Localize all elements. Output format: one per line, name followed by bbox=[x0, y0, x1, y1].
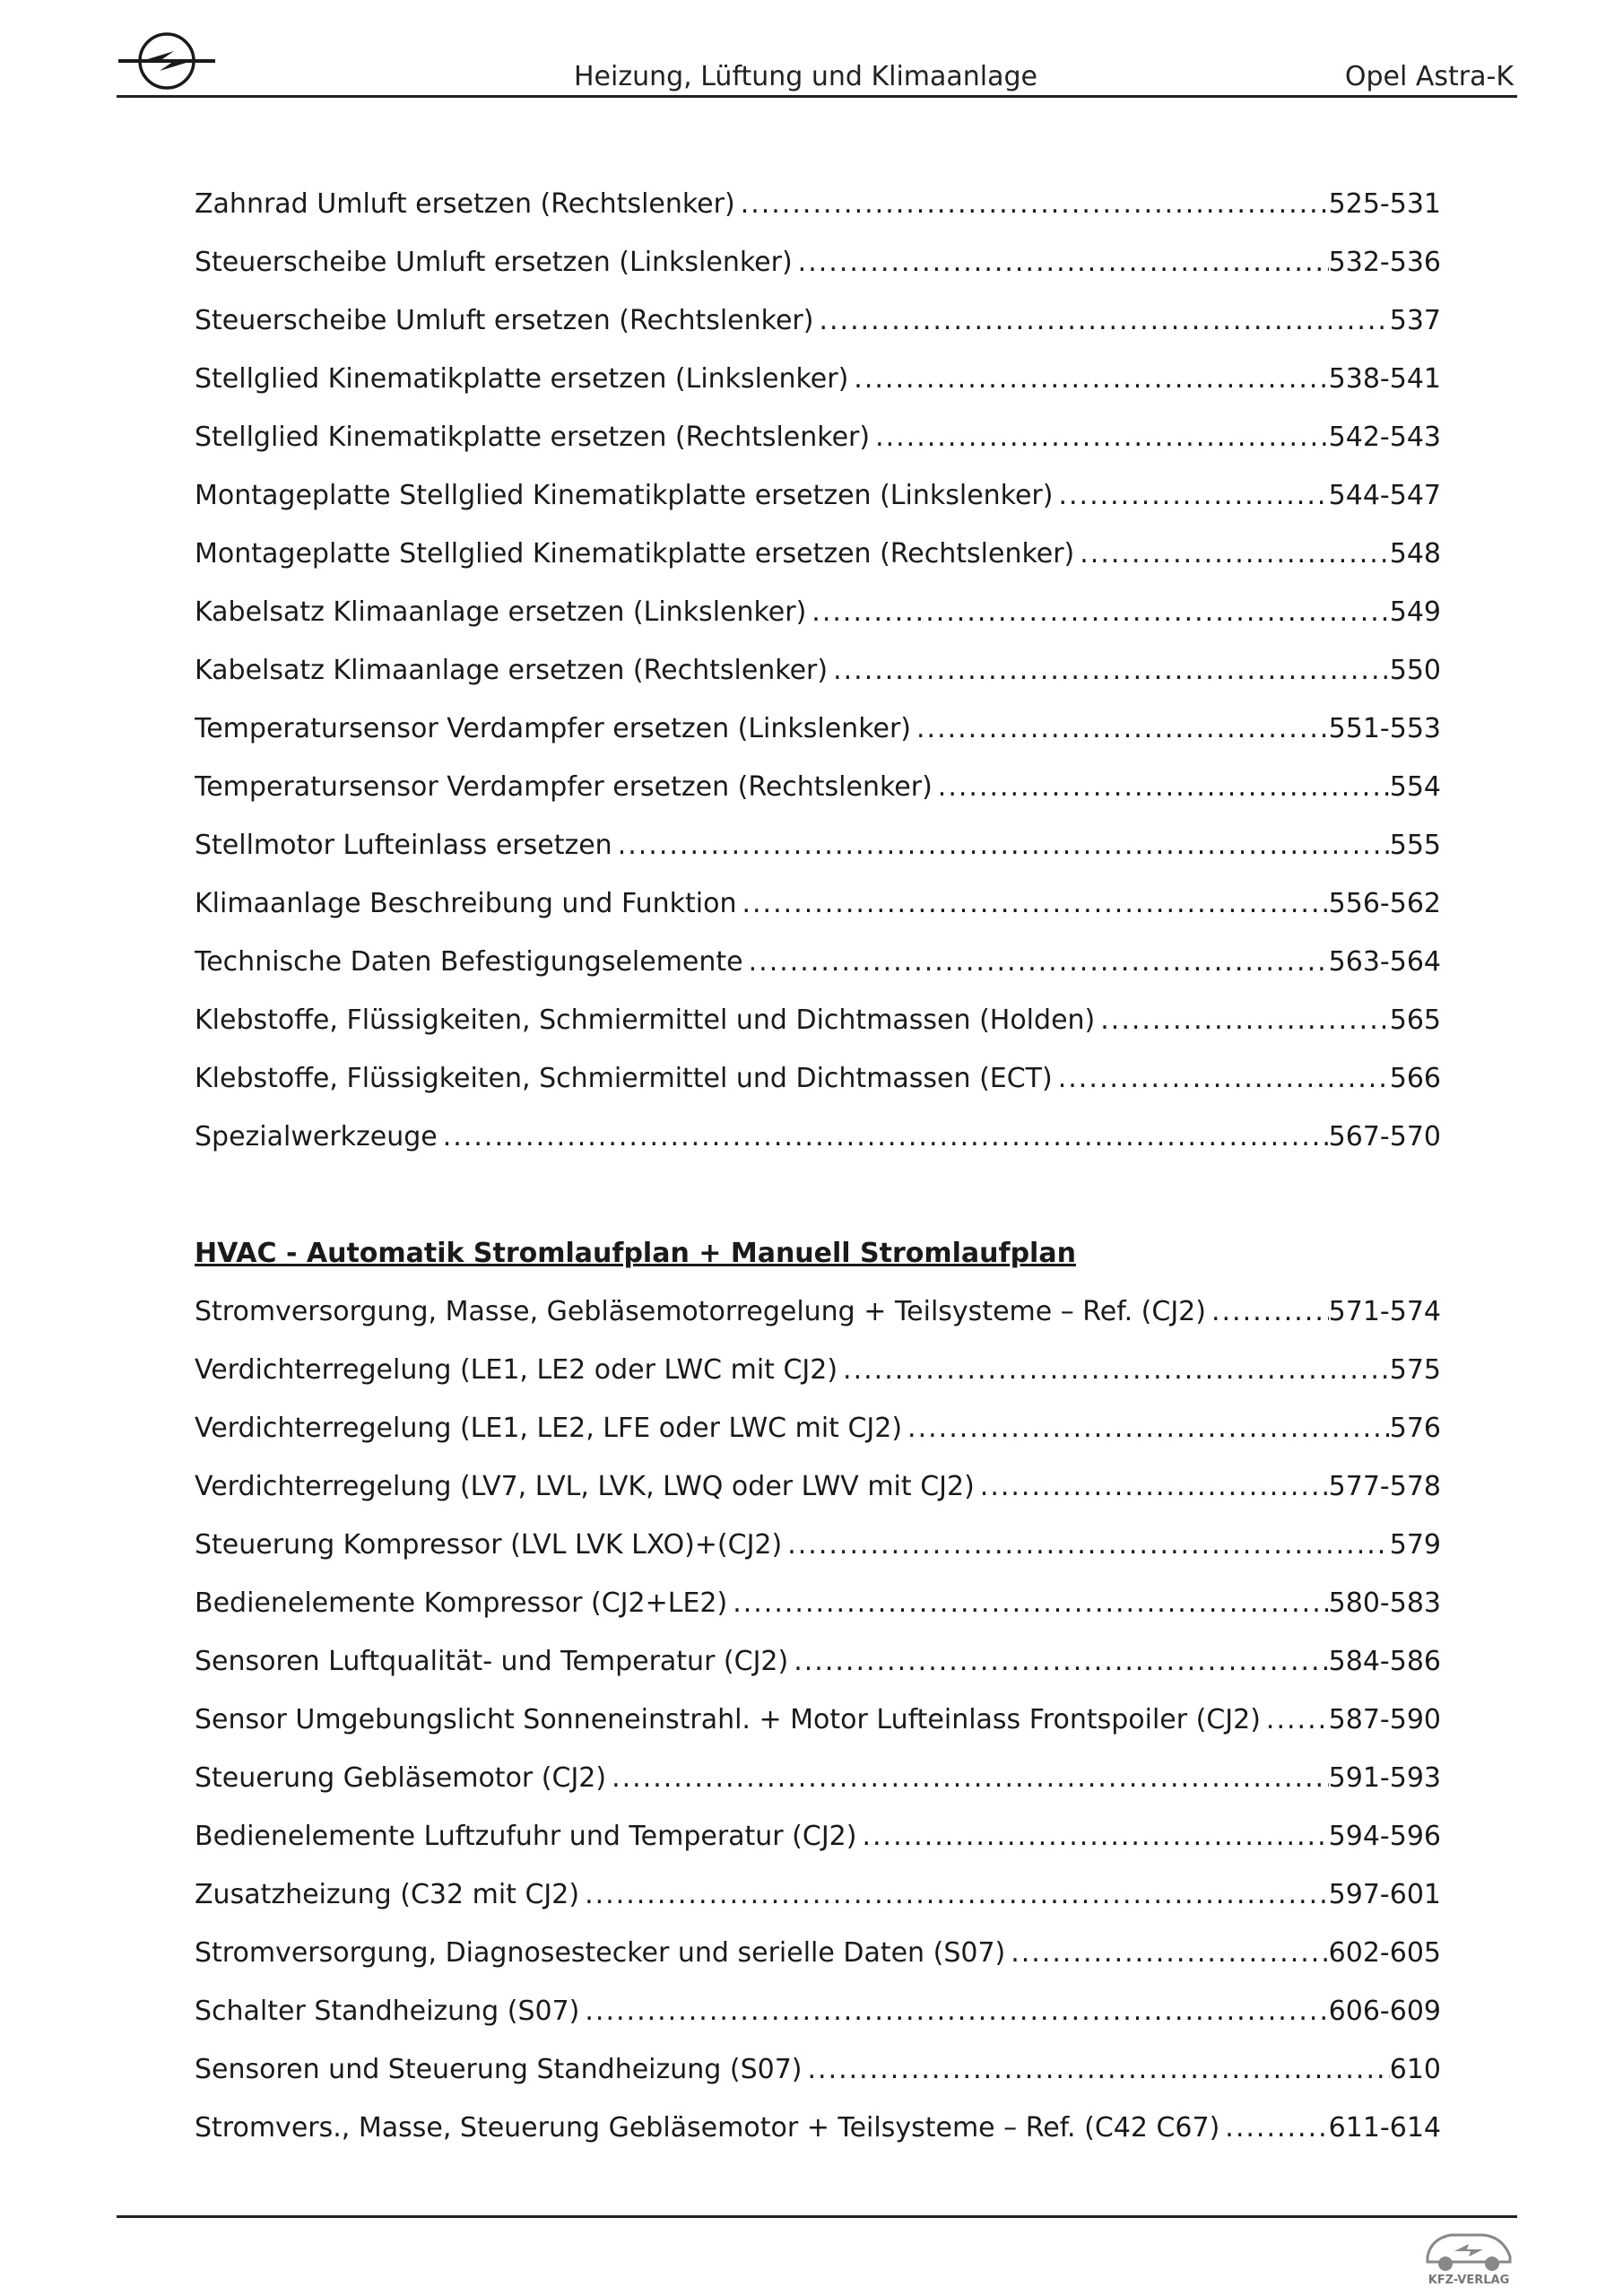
toc-dot-leader bbox=[902, 1413, 1390, 1444]
toc-entry-pages: 538-541 bbox=[1328, 363, 1441, 395]
toc-entry-title: Sensor Umgebungslicht Sonneneinstrahl. + Motor Lufteinlass Frontspoiler (CJ2) bbox=[195, 1704, 1261, 1735]
toc-dot-leader bbox=[1219, 2112, 1328, 2144]
toc-entry bbox=[195, 888, 1441, 946]
toc-dot-leader bbox=[606, 1762, 1329, 1794]
toc-entry bbox=[195, 480, 1441, 538]
vehicle-model: Opel Astra-K bbox=[1344, 61, 1514, 92]
opel-blitz-logo-icon bbox=[115, 25, 219, 97]
toc-dot-leader bbox=[1074, 538, 1389, 570]
toc-entry-pages: 565 bbox=[1389, 1004, 1441, 1036]
toc-entry bbox=[195, 1529, 1441, 1587]
footer-divider bbox=[117, 2215, 1517, 2218]
toc-dot-leader bbox=[828, 655, 1390, 686]
toc-entry-title: Stellglied Kinematikplatte ersetzen (Linkslenker) bbox=[195, 363, 849, 395]
toc-dot-leader bbox=[743, 946, 1329, 978]
toc-entry-pages: 611-614 bbox=[1328, 2112, 1441, 2144]
toc-dot-leader bbox=[1095, 1004, 1389, 1036]
toc-dot-leader bbox=[612, 830, 1390, 861]
toc-dot-leader bbox=[727, 1587, 1328, 1619]
toc-entry-pages: 525-531 bbox=[1328, 188, 1441, 220]
toc-dot-leader bbox=[856, 1821, 1328, 1852]
toc-entry-pages: 563-564 bbox=[1328, 946, 1441, 978]
toc-entry bbox=[195, 1471, 1441, 1529]
toc-entry bbox=[195, 247, 1441, 305]
toc-entry-pages: 594-596 bbox=[1328, 1821, 1441, 1852]
toc-entry-pages: 580-583 bbox=[1328, 1587, 1441, 1619]
toc-dot-leader bbox=[933, 771, 1390, 803]
toc-entry-pages: 549 bbox=[1389, 596, 1441, 628]
toc-entry-pages: 610 bbox=[1389, 2054, 1441, 2085]
toc-entry-title: Stellmotor Lufteinlass ersetzen bbox=[195, 830, 612, 861]
toc-dot-leader bbox=[870, 422, 1329, 453]
toc-dot-leader bbox=[579, 1879, 1329, 1910]
toc-entry bbox=[195, 655, 1441, 713]
toc-entry bbox=[195, 1821, 1441, 1879]
toc-dot-leader bbox=[1005, 1937, 1328, 1969]
toc-entry bbox=[195, 1121, 1441, 1179]
toc-entry-title: Stromversorgung, Masse, Gebläsemotorregelung + Teilsysteme – Ref. (CJ2) bbox=[195, 1296, 1206, 1327]
toc-entry-title: Kabelsatz Klimaanlage ersetzen (Rechtslenker) bbox=[195, 655, 829, 686]
toc-entry-title: Zusatzheizung (C32 mit CJ2) bbox=[195, 1879, 580, 1910]
toc-entry-pages: 556-562 bbox=[1328, 888, 1441, 919]
toc-entry bbox=[195, 1646, 1441, 1704]
toc-entry-title: Kabelsatz Klimaanlage ersetzen (Linkslenker) bbox=[195, 596, 807, 628]
toc-dot-leader bbox=[911, 713, 1329, 744]
toc-entry-pages: 597-601 bbox=[1328, 1879, 1441, 1910]
toc-entry-pages: 587-590 bbox=[1328, 1704, 1441, 1735]
toc-entry bbox=[195, 1296, 1441, 1354]
toc-dot-leader bbox=[1261, 1704, 1329, 1735]
toc-entry-title: Technische Daten Befestigungselemente bbox=[195, 946, 743, 978]
toc-entry-pages: 537 bbox=[1389, 305, 1441, 336]
toc-entry bbox=[195, 713, 1441, 771]
toc-entry-pages: 575 bbox=[1389, 1354, 1441, 1386]
toc-entry bbox=[195, 188, 1441, 247]
toc-entry-pages: 542-543 bbox=[1328, 422, 1441, 453]
toc-entry-pages: 576 bbox=[1389, 1413, 1441, 1444]
toc-entry-pages: 551-553 bbox=[1328, 713, 1441, 744]
toc-dot-leader bbox=[975, 1471, 1329, 1502]
toc-list-part1 bbox=[195, 188, 1441, 1179]
toc-entry bbox=[195, 1354, 1441, 1413]
toc-entry bbox=[195, 2112, 1441, 2170]
toc-entry-title: Montageplatte Stellglied Kinematikplatte ersetzen (Rechtslenker) bbox=[195, 538, 1075, 570]
toc-list-part2 bbox=[195, 1296, 1441, 2170]
toc-entry-pages: 554 bbox=[1389, 771, 1441, 803]
toc-entry-pages: 606-609 bbox=[1328, 1996, 1441, 2027]
toc-entry-title: Klebstoffe, Flüssigkeiten, Schmiermittel und Dichtmassen (ECT) bbox=[195, 1063, 1053, 1094]
toc-dot-leader bbox=[1053, 480, 1328, 511]
toc-dot-leader bbox=[1053, 1063, 1390, 1094]
toc-entry bbox=[195, 2054, 1441, 2112]
toc-entry bbox=[195, 1937, 1441, 1996]
section-heading: HVAC - Automatik Stromlaufplan + Manuell Stromlaufplan bbox=[195, 1238, 1076, 1269]
toc-entry bbox=[195, 538, 1441, 596]
toc-entry-title: Sensoren Luftqualität- und Temperatur (CJ2) bbox=[195, 1646, 789, 1677]
toc-dot-leader bbox=[1206, 1296, 1329, 1327]
toc-dot-leader bbox=[803, 2054, 1390, 2085]
toc-dot-leader bbox=[838, 1354, 1390, 1386]
toc-entry-title: Spezialwerkzeuge bbox=[195, 1121, 438, 1152]
toc-entry-title: Klimaanlage Beschreibung und Funktion bbox=[195, 888, 737, 919]
toc-entry bbox=[195, 1879, 1441, 1937]
toc-entry-pages: 550 bbox=[1389, 655, 1441, 686]
toc-dot-leader bbox=[438, 1121, 1329, 1152]
toc-dot-leader bbox=[579, 1996, 1328, 2027]
toc-entry-pages: 548 bbox=[1389, 538, 1441, 570]
toc-entry-title: Steuerscheibe Umluft ersetzen (Linkslenker) bbox=[195, 247, 793, 278]
toc-entry-title: Stromvers., Masse, Steuerung Gebläsemotor + Teilsysteme – Ref. (C42 C67) bbox=[195, 2112, 1220, 2144]
toc-entry-title: Steuerung Kompressor (LVL LVK LXO)+(CJ2) bbox=[195, 1529, 783, 1561]
toc-entry-pages: 584-586 bbox=[1328, 1646, 1441, 1677]
header-divider bbox=[117, 95, 1517, 98]
toc-entry-title: Temperatursensor Verdampfer ersetzen (Rechtslenker) bbox=[195, 771, 933, 803]
toc-entry bbox=[195, 1063, 1441, 1121]
section-spacer bbox=[195, 1179, 1441, 1238]
toc-entry-title: Bedienelemente Luftzufuhr und Temperatur (CJ2) bbox=[195, 1821, 857, 1852]
toc-entry-pages: 567-570 bbox=[1328, 1121, 1441, 1152]
toc-entry-pages: 591-593 bbox=[1328, 1762, 1441, 1794]
toc-entry-title: Stromversorgung, Diagnosestecker und serielle Daten (S07) bbox=[195, 1937, 1006, 1969]
toc-entry bbox=[195, 305, 1441, 363]
toc-entry-pages: 544-547 bbox=[1328, 480, 1441, 511]
toc-entry-title: Zahnrad Umluft ersetzen (Rechtslenker) bbox=[195, 188, 735, 220]
toc-entry-title: Verdichterregelung (LE1, LE2, LFE oder LWC mit CJ2) bbox=[195, 1413, 903, 1444]
kfz-verlag-logo-text: KFZ-VERLAG bbox=[1428, 2274, 1510, 2287]
toc-entry bbox=[195, 1587, 1441, 1646]
toc-entry-title: Stellglied Kinematikplatte ersetzen (Rechtslenker) bbox=[195, 422, 871, 453]
toc-dot-leader bbox=[806, 596, 1389, 628]
toc-entry-pages: 555 bbox=[1389, 830, 1441, 861]
toc-entry-title: Verdichterregelung (LV7, LVL, LVK, LWQ oder LWV mit CJ2) bbox=[195, 1471, 975, 1502]
toc-entry-pages: 571-574 bbox=[1328, 1296, 1441, 1327]
toc-entry-title: Bedienelemente Kompressor (CJ2+LE2) bbox=[195, 1587, 728, 1619]
toc-entry-pages: 577-578 bbox=[1328, 1471, 1441, 1502]
toc-entry-pages: 579 bbox=[1389, 1529, 1441, 1561]
toc-entry bbox=[195, 1004, 1441, 1063]
toc-entry-pages: 566 bbox=[1389, 1063, 1441, 1094]
toc-entry-title: Sensoren und Steuerung Standheizung (S07) bbox=[195, 2054, 803, 2085]
toc-dot-leader bbox=[848, 363, 1328, 395]
toc-entry-title: Steuerung Gebläsemotor (CJ2) bbox=[195, 1762, 607, 1794]
toc-entry bbox=[195, 946, 1441, 1004]
toc-entry-title: Klebstoffe, Flüssigkeiten, Schmiermittel und Dichtmassen (Holden) bbox=[195, 1004, 1096, 1036]
toc-entry bbox=[195, 422, 1441, 480]
toc-entry bbox=[195, 363, 1441, 422]
toc-entry bbox=[195, 1413, 1441, 1471]
document-title: Heizung, Lüftung und Klimaanlage bbox=[574, 61, 1038, 92]
toc-entry bbox=[195, 771, 1441, 830]
toc-dot-leader bbox=[813, 305, 1389, 336]
toc-dot-leader bbox=[735, 188, 1329, 220]
toc-entry bbox=[195, 596, 1441, 655]
toc-entry-pages: 532-536 bbox=[1328, 247, 1441, 278]
toc-dot-leader bbox=[782, 1529, 1390, 1561]
toc-entry bbox=[195, 830, 1441, 888]
toc-dot-leader bbox=[793, 247, 1329, 278]
toc-entry-title: Temperatursensor Verdampfer ersetzen (Linkslenker) bbox=[195, 713, 911, 744]
toc-entry bbox=[195, 1996, 1441, 2054]
toc-entry-title: Verdichterregelung (LE1, LE2 oder LWC mit CJ2) bbox=[195, 1354, 838, 1386]
table-of-contents bbox=[195, 188, 1441, 2170]
toc-dot-leader bbox=[736, 888, 1328, 919]
kfz-verlag-logo-icon bbox=[1415, 2219, 1523, 2291]
toc-entry-title: Schalter Standheizung (S07) bbox=[195, 1996, 580, 2027]
toc-entry bbox=[195, 1762, 1441, 1821]
toc-entry-title: Steuerscheibe Umluft ersetzen (Rechtslenker) bbox=[195, 305, 814, 336]
toc-entry-title: Montageplatte Stellglied Kinematikplatte ersetzen (Linkslenker) bbox=[195, 480, 1054, 511]
toc-dot-leader bbox=[788, 1646, 1328, 1677]
toc-entry bbox=[195, 1704, 1441, 1762]
toc-entry-pages: 602-605 bbox=[1328, 1937, 1441, 1969]
